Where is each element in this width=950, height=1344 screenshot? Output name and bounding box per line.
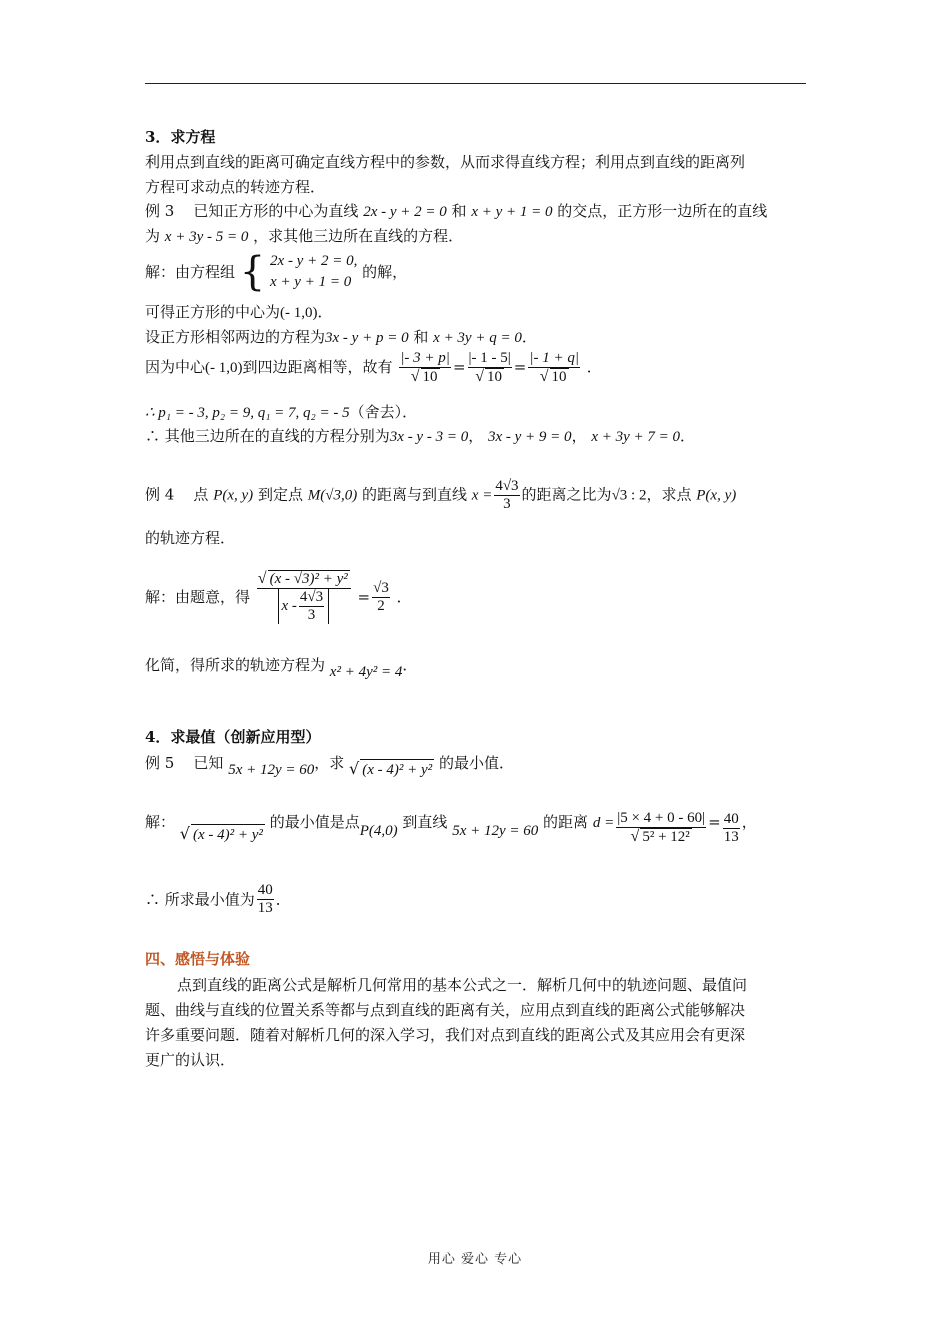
final-text: ∴ 其他三边所在的直线的方程分别为 <box>145 427 390 445</box>
distance-value-num: 40 <box>723 811 739 827</box>
section4-heading: 4．求最值（创新应用型） <box>145 728 321 746</box>
equals-sign: = <box>357 588 371 606</box>
center-end: ． <box>317 303 333 321</box>
distance-label: d = <box>592 815 615 831</box>
page-footer: 用心 爱心 专心 <box>427 1252 523 1267</box>
eqdist-text-b: 到四边距离相等，故有 <box>242 358 393 376</box>
eqdist-end: ． <box>586 358 602 376</box>
fraction-1-num: |- 3 + p| <box>400 350 450 366</box>
sqrt-icon: √ <box>257 570 267 587</box>
example5-sol-text-b: 到直线 <box>402 813 448 831</box>
conclusion-num: 40 <box>257 882 273 898</box>
eqdist-text-a: 因为中心 <box>145 358 206 376</box>
set-and: 和 <box>413 328 429 346</box>
example3-result <box>145 402 417 423</box>
example5-sol-text-a: 的最小值是点 <box>269 813 360 831</box>
fraction-3-num: |- 1 + q| <box>529 350 579 366</box>
fraction-1-den: 10 <box>422 369 438 385</box>
example5-solution <box>145 810 757 846</box>
distance-fraction <box>616 810 706 846</box>
example4-sol-label: 解：由题意，得 <box>145 588 251 606</box>
example3-eq3: x + 3y - 5 = 0 <box>164 229 249 245</box>
den-fraction-den: 3 <box>307 607 316 623</box>
ratio-fraction-num <box>257 570 351 589</box>
example3-final: ∴ 其他三边所在的直线的方程分别为3x - y - 3 = 0， 3x - y + 9 = 0， x + 3y + 7 = 0． <box>145 427 696 445</box>
section5-para-line4: 更广的认识． <box>145 1051 236 1069</box>
rhs-fraction <box>372 580 390 615</box>
brace-symbol: { <box>239 249 266 295</box>
example4-solution <box>145 570 412 624</box>
example3-text-c: 的交点，正方形一边所在的直线 <box>557 202 768 220</box>
example3-statement <box>145 201 767 222</box>
example3-text-a: 已知正方形的中心为直线 <box>193 202 359 220</box>
example4-text-d: 的距离之比为 <box>521 485 612 504</box>
section5-para-line1: 点到直线的距离公式是解析几何常用的基本公式之一．解析几何中的轨迹问题、最值问 <box>177 976 748 994</box>
sqrt-icon: √ <box>349 759 360 778</box>
example4-text-c: 的距离与到直线 <box>361 485 467 504</box>
center-text: 可得正方形的中心为 <box>145 303 281 321</box>
set-eq1: 3x - y + p = 0 <box>325 330 409 346</box>
fraction-2 <box>468 350 512 386</box>
fraction-2-den: 10 <box>487 369 503 385</box>
final-end: ． <box>680 427 696 445</box>
example4-text-e: ，求点 <box>646 485 692 504</box>
final-eq1: 3x - y - 3 = 0 <box>389 429 469 445</box>
example4-statement <box>145 478 736 513</box>
example5-sol-expr <box>180 825 265 843</box>
header-rule <box>145 83 806 84</box>
example3-equal-distance: 因为中心(- 1,0)到四边距离相等，故有 $\frac{|- 3 + p|}{√ 10}$ = $\frac{|- 1 - 5|}{√ 10}$ = $\frac{|- 1 + q|}{√ 10}$ ． <box>145 350 602 385</box>
result-note: （舍去）． <box>349 403 418 421</box>
eqdist-point: (- 1,0) <box>205 360 243 376</box>
example4-statement-cont: 的轨迹方程． <box>145 529 236 547</box>
sqrt-expression: (x - √3)² + y² <box>269 571 348 587</box>
example5-condition: 5x + 12y = 60 <box>228 762 315 778</box>
section5-heading: 四、感悟与体验 <box>145 950 251 968</box>
example5-sol-sqrt: (x - 4)² + y² <box>191 824 265 845</box>
example3-system <box>145 251 407 293</box>
simp-text: 化简，得所求的轨迹方程为 <box>145 656 326 674</box>
distance-value <box>723 811 740 846</box>
line-fraction-num: 4√3 <box>495 478 519 494</box>
fraction-3 <box>528 350 580 386</box>
example5-sol-label: 解： <box>145 813 176 831</box>
example5-text-c: 的最小值． <box>438 754 514 772</box>
example3-eq2: x + y + 1 = 0 <box>471 204 553 220</box>
example3-text-e: ，求其他三边所在直线的方程． <box>253 227 464 245</box>
point-p-2: P(x, y) <box>696 487 737 504</box>
point-p4: P(4,0) <box>359 823 398 839</box>
example4-label: 例 4 <box>145 485 175 504</box>
fraction-3-den: 10 <box>551 369 567 385</box>
conclusion-end: ． <box>275 890 291 909</box>
example5-expr <box>349 760 434 778</box>
set-end: ． <box>521 328 537 346</box>
sqrt-icon: √ <box>630 828 640 845</box>
example5-conclusion <box>145 882 291 917</box>
system-row1: 2x - y + 2 = 0, <box>270 253 358 269</box>
example3-text-d: 为 <box>145 227 161 245</box>
example5-statement <box>145 753 514 778</box>
den-fraction-num: 4√3 <box>299 589 324 605</box>
sqrt-icon: √ <box>410 368 420 385</box>
distance-fraction-num: |5 × 4 + 0 - 60| <box>617 810 706 826</box>
center-point: (- 1,0) <box>280 305 318 321</box>
system-row2: x + y + 1 = 0 <box>270 274 352 290</box>
sqrt-icon: √ <box>475 368 485 385</box>
example3-label: 例 3 <box>145 202 175 220</box>
conclusion-fraction <box>257 882 274 917</box>
section5-para-line3: 许多重要问题．随着对解析几何的深入学习，我们对点到直线的距离公式及其应用会有更深 <box>145 1026 746 1044</box>
example5-sqrt-expr: (x - 4)² + y² <box>360 759 434 780</box>
example5-label: 例 5 <box>145 754 175 772</box>
example5-text-b: ，求 <box>314 754 345 772</box>
final-eq2: 3x - y + 9 = 0 <box>488 429 572 445</box>
example3-set <box>145 327 537 348</box>
example5-sol-text-c: 的距离 <box>543 813 589 831</box>
example4-simplify <box>145 655 418 680</box>
point-p: P(x, y) <box>213 487 254 504</box>
ratio-fraction-den <box>257 589 351 624</box>
equation-system <box>240 251 358 293</box>
conclusion-den: 13 <box>257 900 273 916</box>
section5-para-line2: 题、曲线与直线的位置关系等都与点到直线的距离有关，应用点到直线的距离公式能够解决 <box>145 1001 746 1019</box>
rhs-fraction-num: √3 <box>373 579 389 596</box>
absolute-value <box>278 589 329 624</box>
example3-eq1: 2x - y + 2 = 0 <box>363 204 447 220</box>
simp-end: ． <box>402 656 418 674</box>
line-fraction-den: 3 <box>503 496 511 512</box>
section3-heading: 3．求方程 <box>145 128 216 146</box>
point-m: M(√3,0) <box>307 487 358 504</box>
example5-sol-line: 5x + 12y = 60 <box>452 823 539 839</box>
example4-text-b: 到定点 <box>257 485 303 504</box>
example3-sol-label: 解：由方程组 <box>145 263 236 281</box>
den-fraction <box>299 589 324 624</box>
distance-value-den: 13 <box>723 829 739 845</box>
example3-text-b: 和 <box>451 202 467 220</box>
example4-sol-end: ． <box>396 588 412 606</box>
example4-text-a: 点 <box>193 485 209 504</box>
distance-fraction-den: 5² + 12² <box>642 829 690 845</box>
final-eq3: x + 3y + 7 = 0 <box>591 429 681 445</box>
ratio: √3 : 2 <box>611 487 647 504</box>
set-eq2: x + 3y + q = 0 <box>433 330 522 346</box>
result-values: ∴ p₁ = - 3, p₂ = 9, q₁ = 7, q₂ = - 5 <box>145 405 350 421</box>
section3-intro-line1: 利用点到直线的距离可确定直线方程中的参数，从而求得直线方程；利用点到直线的距离列 <box>145 153 746 171</box>
conclusion-text: ∴ 所求最小值为 <box>145 890 255 909</box>
sqrt-icon: √ <box>179 824 190 843</box>
example5-text-a: 已知 <box>193 754 224 772</box>
line-fraction <box>494 478 519 513</box>
rhs-fraction-den: 2 <box>377 597 385 614</box>
example3-center <box>145 302 333 323</box>
fraction-1 <box>399 350 451 386</box>
sqrt-icon: √ <box>539 368 549 385</box>
den-x: x - <box>281 598 297 614</box>
fraction-2-num: |- 1 - 5| <box>468 350 511 366</box>
line-x: x = <box>471 487 493 504</box>
distance-equals: = <box>708 813 721 831</box>
set-text: 设正方形相邻两边的方程为 <box>145 328 326 346</box>
distance-end: ， <box>741 813 757 831</box>
example3-statement-cont <box>145 226 463 247</box>
section3-intro-line2: 方程可求动点的转迹方程． <box>145 178 326 196</box>
ratio-fraction <box>257 570 351 624</box>
example3-sol-tail: 的解， <box>362 263 408 281</box>
trajectory-equation: x² + 4y² = 4 <box>329 664 403 680</box>
